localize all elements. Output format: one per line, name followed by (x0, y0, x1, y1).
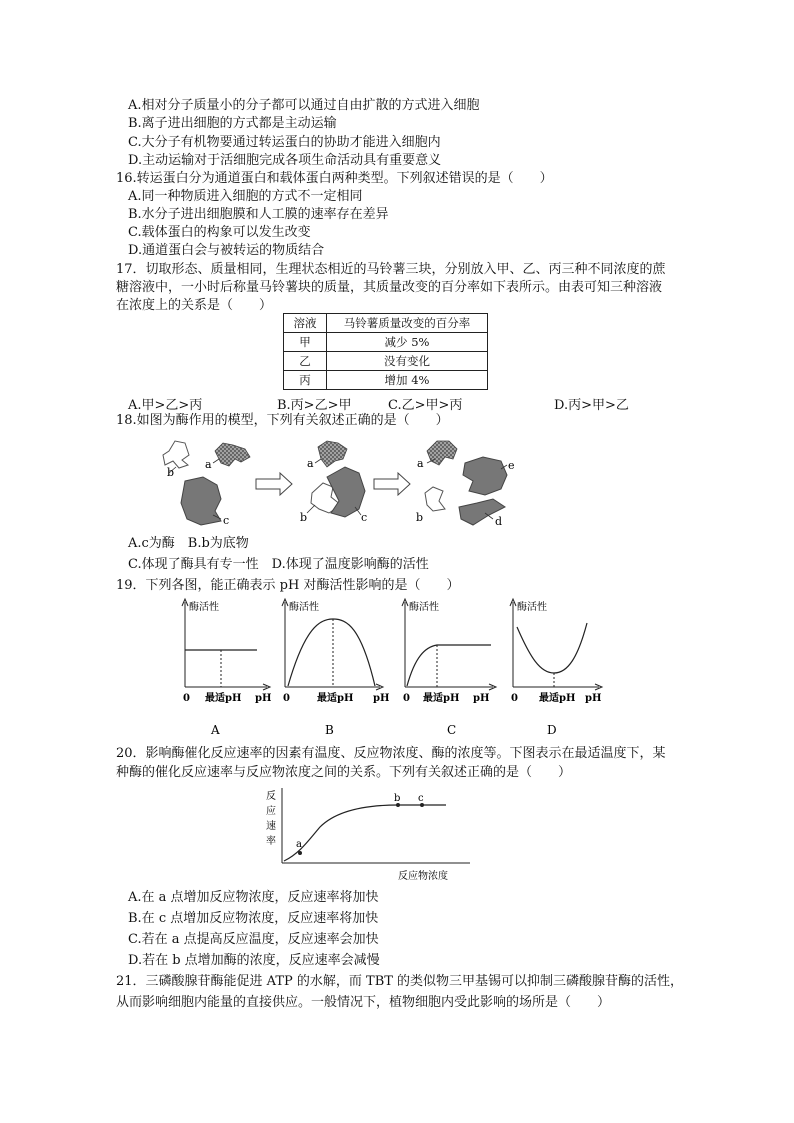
substrate-a-shape (215, 443, 250, 466)
graph-a (182, 599, 271, 737)
caption-d: D (547, 723, 557, 737)
ylabel: 酶活性 (409, 602, 439, 613)
graph-b (282, 599, 389, 737)
xlabel: pH (373, 693, 390, 704)
table-row (284, 371, 488, 390)
q19-stem: 19．下列各图，能正确表示 pH 对酶活性影响的是（ ） (116, 578, 460, 593)
table-header-row (284, 314, 488, 333)
origin: 0 (511, 693, 518, 704)
product-e-shape (463, 457, 507, 495)
xlabel: 反应物浓度 (398, 871, 448, 882)
label-a: a (307, 457, 314, 470)
arrow-right-icon (374, 473, 410, 495)
q18-options-ab: A.c为酶 B.b为底物 (128, 536, 249, 551)
q16-option-a: A.同一种物质进入细胞的方式不一定相同 (128, 189, 363, 204)
q15-option-b: B.离子进出细胞的方式都是主动运输 (128, 116, 337, 131)
label-d: d (495, 515, 503, 528)
q16-option-c: C.载体蛋白的构象可以发生改变 (128, 225, 311, 240)
table-cell: 减少 5% (327, 333, 488, 352)
label-b: b (416, 511, 424, 524)
table-header-cell: 溶液 (284, 314, 327, 333)
q17-option-a: A.甲>乙>丙 (128, 398, 203, 413)
q21-stem-line2: 从而影响细胞内能量的直接供应。一般情况下，植物细胞内受此影响的场所是（ ） (116, 995, 611, 1010)
point-a (298, 851, 302, 855)
q15-option-a: A.相对分子质量小的分子都可以通过自由扩散的方式进入细胞 (128, 98, 480, 113)
substrate-a-shape (318, 441, 347, 467)
q18-stem: 18.如图为酶作用的模型，下列有关叙述正确的是（ ） (116, 413, 449, 428)
q17-stem-line3: 在浓度上的关系是（ ） (116, 298, 273, 313)
q20-option-d: D.若在 b 点增加酶的浓度，反应速率会减慢 (128, 953, 380, 968)
optimal-ph-label: 最适pH (539, 693, 576, 704)
table-row (284, 352, 488, 371)
optimal-ph-label: 最适pH (205, 693, 242, 704)
ylabel-char: 应 (266, 806, 276, 817)
ylabel: 酶活性 (289, 602, 319, 613)
q20-option-c: C.若在 a 点提高反应温度，反应速率会加快 (128, 932, 379, 947)
label-b: b (300, 511, 308, 524)
point-c-label: c (418, 793, 424, 804)
label-c: c (223, 514, 230, 527)
q17-option-b: B.丙>乙>甲 (277, 398, 352, 413)
label-e: e (508, 459, 515, 472)
origin: 0 (403, 693, 410, 704)
ylabel-char: 率 (266, 836, 276, 847)
graph-d (510, 599, 602, 737)
xlabel: pH (473, 693, 490, 704)
ylabel: 酶活性 (189, 602, 219, 613)
xlabel: pH (255, 693, 272, 704)
substrate-b-shape (425, 487, 445, 511)
table-cell: 没有变化 (327, 352, 488, 371)
ph-graphs (175, 597, 605, 740)
substrate-b-shape (163, 441, 189, 468)
q16-option-b: B.水分子进出细胞膜和人工膜的速率存在差异 (128, 207, 389, 222)
q15-option-c: C.大分子有机物要通过转运蛋白的协助才能进入细胞内 (128, 135, 441, 150)
xlabel: pH (585, 693, 602, 704)
q17-option-d: D.丙>甲>乙 (554, 398, 629, 413)
enzyme-model-diagram (155, 433, 530, 533)
ylabel-char: 速 (266, 821, 276, 832)
table-cell: 丙 (284, 371, 327, 390)
ylabel-char: 反 (266, 791, 276, 802)
q20-option-a: A.在 a 点增加反应物浓度，反应速率将加快 (128, 890, 379, 905)
q17-option-c: C.乙>甲>丙 (388, 398, 463, 413)
q20-option-b: B.在 c 点增加反应物浓度，反应速率将加快 (128, 911, 379, 926)
origin: 0 (183, 693, 190, 704)
label-a: a (205, 458, 212, 471)
table-row (284, 333, 488, 352)
q18-options-cd: C.体现了酶具有专一性 D.体现了温度影响酶的活性 (128, 557, 429, 572)
q16-option-d: D.通道蛋白会与被转运的物质结合 (128, 243, 325, 258)
q21-stem-line1: 21．三磷酸腺苷酶能促进 ATP 的水解，而 TBT 的类似物三甲基锡可以抑制三磷酸腺苷酶的活性， (116, 974, 684, 989)
point-a-label: a (296, 839, 302, 850)
substrate-a-shape (427, 441, 457, 465)
caption-c: C (447, 723, 457, 737)
q17-stem-line1: 17．切取形态、质量相同，生理状态相近的马铃薯三块，分别放入甲、乙、丙三种不同浓度的蔗 (116, 262, 666, 277)
optimal-ph-label: 最适pH (317, 693, 354, 704)
ylabel: 酶活性 (517, 602, 547, 613)
label-c: c (361, 511, 368, 524)
arrow-right-icon (256, 473, 292, 495)
q15-option-d: D.主动运输对于活细胞完成各项生命活动具有重要意义 (128, 153, 442, 168)
potato-mass-table (283, 313, 488, 390)
table-header-cell: 马铃薯质量改变的百分率 (327, 314, 488, 333)
graph-c (402, 599, 496, 737)
table-cell: 乙 (284, 352, 327, 371)
q17-stem-line2: 糖溶液中，一小时后称量马铃薯块的质量，其质量改变的百分率如下表所示。由表可知三种溶液 (116, 280, 663, 295)
table-cell: 甲 (284, 333, 327, 352)
origin: 0 (283, 693, 290, 704)
q20-stem-line2: 种酶的催化反应速率与反应物浓度之间的关系。下列有关叙述正确的是（ ） (116, 765, 572, 780)
table-cell: 增加 4% (327, 371, 488, 390)
q16-stem: 16.转运蛋白分为通道蛋白和载体蛋白两种类型。下列叙述错误的是（ ） (116, 171, 553, 186)
caption-b: B (325, 723, 334, 737)
q17-options (0, 394, 794, 411)
label-b: b (167, 466, 175, 479)
optimal-ph-label: 最适pH (423, 693, 460, 704)
label-a: a (417, 457, 424, 470)
reaction-rate-graph (260, 783, 470, 885)
point-b-label: b (394, 793, 401, 804)
enzyme-c-shape (181, 477, 221, 525)
q20-stem-line1: 20．影响酶催化反应速率的因素有温度、反应物浓度、酶的浓度等。下图表示在最适温度下，某 (116, 746, 666, 761)
caption-a: A (211, 723, 220, 737)
